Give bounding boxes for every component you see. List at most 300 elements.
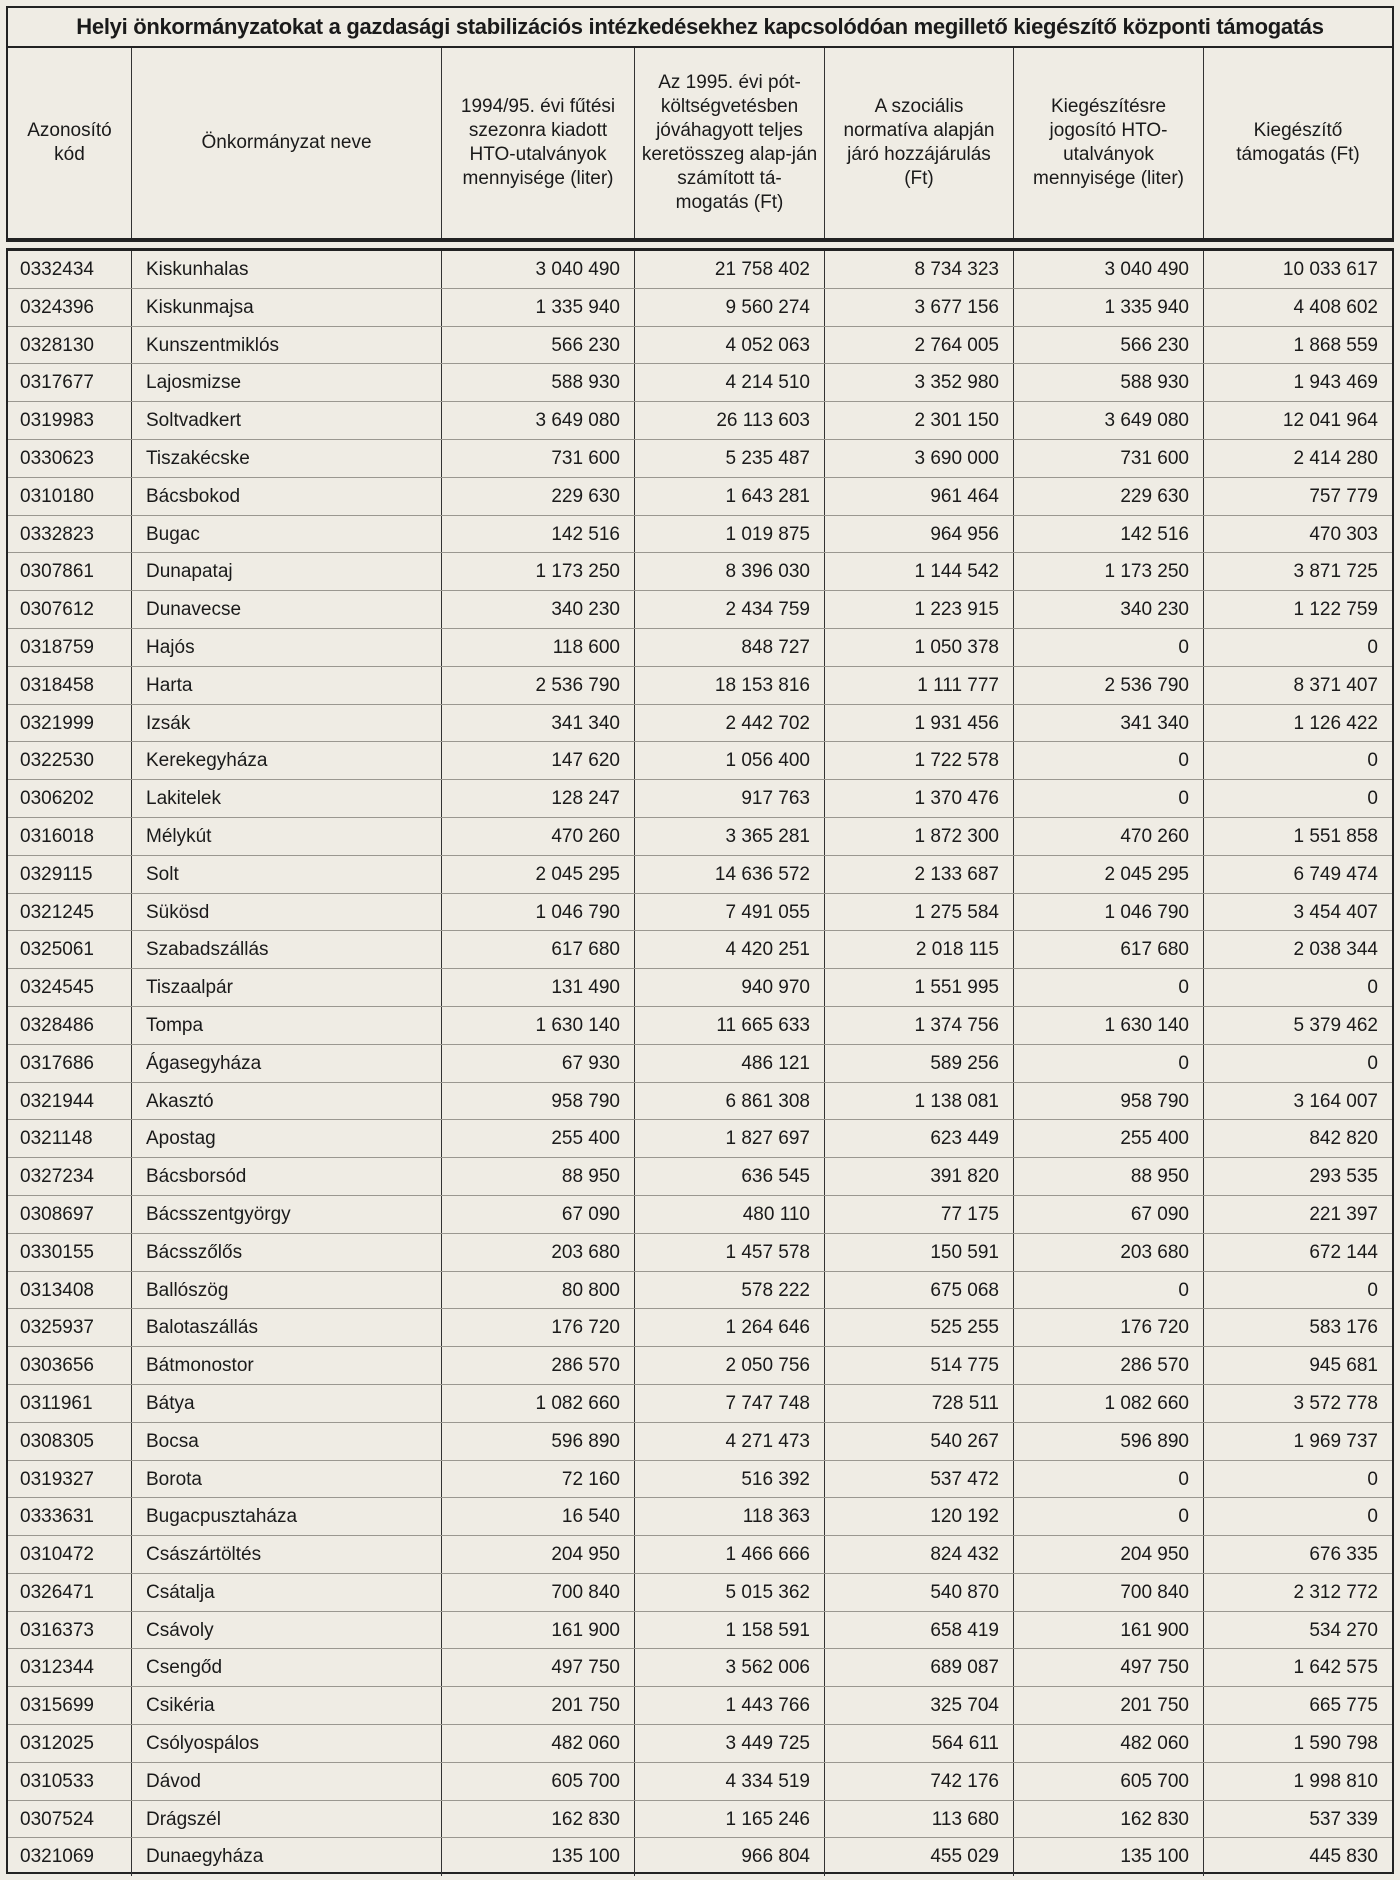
cell-id: 0316373 xyxy=(8,1612,132,1649)
cell-hto-quantity: 341 340 xyxy=(442,705,635,742)
table-row xyxy=(8,1536,1392,1574)
cell-supplementary-support: 672 144 xyxy=(1309,1241,1378,1263)
cell-hto-quantity: 482 060 xyxy=(442,1725,635,1762)
cell-hto-quantity: 566 230 xyxy=(442,327,635,364)
table-row xyxy=(8,1612,1392,1650)
table-row xyxy=(8,1007,1392,1045)
cell-hto-quantity: 1 630 140 xyxy=(442,1007,635,1044)
cell-budget-support: 3 449 725 xyxy=(635,1725,825,1762)
cell-id: 0318759 xyxy=(8,629,132,666)
cell-supplementary-support: 537 339 xyxy=(1309,1808,1378,1830)
cell-hto-quantity: 203 680 xyxy=(442,1234,635,1271)
cell-id: 0307861 xyxy=(8,553,132,590)
cell-social-contribution: 2 018 115 xyxy=(825,931,1014,968)
cell-hto-quantity: 255 400 xyxy=(442,1120,635,1157)
cell-social-contribution: 1 374 756 xyxy=(825,1007,1014,1044)
table-row xyxy=(8,1347,1392,1385)
cell-eligible-hto: 0 xyxy=(1014,629,1204,666)
cell-name: Dunaegyháza xyxy=(132,1838,442,1876)
cell-budget-support: 480 110 xyxy=(635,1196,825,1233)
table-row xyxy=(8,1385,1392,1423)
cell-supplementary-support: 665 775 xyxy=(1309,1695,1378,1717)
cell-supplementary-support: 0 xyxy=(1367,788,1378,810)
table-row xyxy=(8,478,1392,516)
cell-name: Szabadszállás xyxy=(132,931,442,968)
cell-social-contribution: 537 472 xyxy=(825,1461,1014,1498)
table-row xyxy=(8,1045,1392,1083)
cell-id: 0313408 xyxy=(8,1272,132,1309)
cell-id: 0321148 xyxy=(8,1120,132,1157)
cell-budget-support: 1 827 697 xyxy=(635,1120,825,1157)
cell-hto-quantity: 229 630 xyxy=(442,478,635,515)
cell-eligible-hto: 497 750 xyxy=(1014,1649,1204,1686)
cell-eligible-hto: 566 230 xyxy=(1014,327,1204,364)
cell-budget-support: 5 015 362 xyxy=(635,1574,825,1611)
cell-supplementary-support: 3 164 007 xyxy=(1293,1090,1378,1112)
table-row xyxy=(8,931,1392,969)
cell-hto-quantity: 142 516 xyxy=(442,516,635,553)
cell-id: 0317677 xyxy=(8,364,132,401)
cell-name: Apostag xyxy=(132,1120,442,1157)
table-row xyxy=(8,251,1392,289)
cell-supplementary-support: 0 xyxy=(1367,1279,1378,1301)
cell-name: Akasztó xyxy=(132,1083,442,1120)
cell-eligible-hto: 67 090 xyxy=(1014,1196,1204,1233)
cell-eligible-hto: 1 630 140 xyxy=(1014,1007,1204,1044)
cell-social-contribution: 1 551 995 xyxy=(825,969,1014,1006)
table-row xyxy=(8,705,1392,743)
table-row xyxy=(8,289,1392,327)
cell-supplementary-support: 1 551 858 xyxy=(1293,825,1378,847)
cell-hto-quantity: 72 160 xyxy=(442,1461,635,1498)
table-row xyxy=(8,894,1392,932)
cell-supplementary-support: 3 572 778 xyxy=(1293,1392,1378,1414)
cell-id: 0328486 xyxy=(8,1007,132,1044)
cell-budget-support: 26 113 603 xyxy=(635,402,825,439)
cell-hto-quantity: 1 173 250 xyxy=(442,553,635,590)
cell-supplementary-support: 842 820 xyxy=(1309,1128,1378,1150)
cell-budget-support: 118 363 xyxy=(635,1498,825,1535)
cell-name: Ballószög xyxy=(132,1272,442,1309)
cell-budget-support: 1 019 875 xyxy=(635,516,825,553)
cell-supplementary-support: 1 868 559 xyxy=(1293,334,1378,356)
cell-id: 0332434 xyxy=(8,251,132,288)
cell-supplementary-support: 1 126 422 xyxy=(1293,712,1378,734)
cell-hto-quantity: 3 040 490 xyxy=(442,251,635,288)
cell-social-contribution: 1 050 378 xyxy=(825,629,1014,666)
cell-eligible-hto: 142 516 xyxy=(1014,516,1204,553)
header-name: Önkormányzat neve xyxy=(132,48,442,238)
cell-name: Bácsbokod xyxy=(132,478,442,515)
cell-budget-support: 6 861 308 xyxy=(635,1083,825,1120)
cell-name: Bocsa xyxy=(132,1423,442,1460)
cell-social-contribution: 961 464 xyxy=(825,478,1014,515)
cell-hto-quantity: 162 830 xyxy=(442,1801,635,1838)
header-supplementary-support: Kiegészítő támogatás (Ft) xyxy=(1236,120,1360,165)
cell-budget-support: 4 334 519 xyxy=(635,1763,825,1800)
cell-supplementary-support: 1 122 759 xyxy=(1293,599,1378,621)
cell-supplementary-support: 8 371 407 xyxy=(1293,674,1378,696)
cell-social-contribution: 1 275 584 xyxy=(825,894,1014,931)
table-header xyxy=(6,46,1394,242)
cell-id: 0324396 xyxy=(8,289,132,326)
cell-name: Dávod xyxy=(132,1763,442,1800)
cell-budget-support: 486 121 xyxy=(635,1045,825,1082)
cell-eligible-hto: 731 600 xyxy=(1014,440,1204,477)
table-row xyxy=(8,1120,1392,1158)
cell-budget-support: 3 562 006 xyxy=(635,1649,825,1686)
cell-eligible-hto: 176 720 xyxy=(1014,1309,1204,1346)
cell-id: 0325937 xyxy=(8,1309,132,1346)
cell-supplementary-support: 2 312 772 xyxy=(1293,1581,1378,1603)
cell-id: 0312344 xyxy=(8,1649,132,1686)
cell-eligible-hto: 605 700 xyxy=(1014,1763,1204,1800)
cell-id: 0321944 xyxy=(8,1083,132,1120)
cell-supplementary-support: 0 xyxy=(1367,750,1378,772)
cell-eligible-hto: 1 082 660 xyxy=(1014,1385,1204,1422)
cell-hto-quantity: 135 100 xyxy=(442,1838,635,1876)
cell-budget-support: 9 560 274 xyxy=(635,289,825,326)
cell-eligible-hto: 340 230 xyxy=(1014,591,1204,628)
cell-id: 0325061 xyxy=(8,931,132,968)
cell-budget-support: 4 271 473 xyxy=(635,1423,825,1460)
cell-eligible-hto: 0 xyxy=(1014,1045,1204,1082)
table-row xyxy=(8,1423,1392,1461)
cell-eligible-hto: 0 xyxy=(1014,969,1204,1006)
cell-name: Bátmonostor xyxy=(132,1347,442,1384)
header-hto-quantity: 1994/95. évi fűtési szezonra kiadott HTO-utalványok mennyisége (liter) xyxy=(442,48,635,238)
cell-supplementary-support: 5 379 462 xyxy=(1293,1014,1378,1036)
cell-name: Bugac xyxy=(132,516,442,553)
cell-supplementary-support: 534 270 xyxy=(1309,1619,1378,1641)
cell-supplementary-support: 12 041 964 xyxy=(1282,410,1378,432)
cell-social-contribution: 525 255 xyxy=(825,1309,1014,1346)
cell-social-contribution: 824 432 xyxy=(825,1536,1014,1573)
cell-social-contribution: 742 176 xyxy=(825,1763,1014,1800)
cell-hto-quantity: 131 490 xyxy=(442,969,635,1006)
cell-name: Dunapataj xyxy=(132,553,442,590)
cell-hto-quantity: 340 230 xyxy=(442,591,635,628)
cell-social-contribution: 675 068 xyxy=(825,1272,1014,1309)
cell-social-contribution: 1 111 777 xyxy=(825,667,1014,704)
cell-budget-support: 21 758 402 xyxy=(635,251,825,288)
cell-budget-support: 18 153 816 xyxy=(635,667,825,704)
cell-social-contribution: 77 175 xyxy=(825,1196,1014,1233)
cell-social-contribution: 1 370 476 xyxy=(825,780,1014,817)
cell-eligible-hto: 88 950 xyxy=(1014,1158,1204,1195)
cell-eligible-hto: 1 046 790 xyxy=(1014,894,1204,931)
cell-budget-support: 1 643 281 xyxy=(635,478,825,515)
cell-hto-quantity: 161 900 xyxy=(442,1612,635,1649)
cell-supplementary-support: 0 xyxy=(1367,1052,1378,1074)
table-row xyxy=(8,364,1392,402)
table-row xyxy=(8,969,1392,1007)
cell-id: 0333631 xyxy=(8,1498,132,1535)
header-budget-support: Az 1995. évi pót-költségvetésben jóváhagyott teljes keretösszeg alap-ján számított tá-mogatás (Ft) xyxy=(635,48,825,238)
cell-name: Tiszaalpár xyxy=(132,969,442,1006)
table-row xyxy=(8,402,1392,440)
cell-eligible-hto: 1 173 250 xyxy=(1014,553,1204,590)
table-row xyxy=(8,591,1392,629)
table-row xyxy=(8,1574,1392,1612)
cell-id: 0310533 xyxy=(8,1763,132,1800)
cell-budget-support: 4 214 510 xyxy=(635,364,825,401)
table-row xyxy=(8,1196,1392,1234)
cell-social-contribution: 2 133 687 xyxy=(825,856,1014,893)
cell-supplementary-support: 6 749 474 xyxy=(1293,863,1378,885)
cell-id: 0312025 xyxy=(8,1725,132,1762)
cell-social-contribution: 391 820 xyxy=(825,1158,1014,1195)
cell-eligible-hto: 482 060 xyxy=(1014,1725,1204,1762)
cell-name: Kiskunmajsa xyxy=(132,289,442,326)
cell-name: Sükösd xyxy=(132,894,442,931)
cell-budget-support: 1 443 766 xyxy=(635,1687,825,1724)
cell-hto-quantity: 497 750 xyxy=(442,1649,635,1686)
table-row xyxy=(8,1801,1392,1839)
cell-hto-quantity: 128 247 xyxy=(442,780,635,817)
cell-name: Csólyospálos xyxy=(132,1725,442,1762)
cell-eligible-hto: 2 045 295 xyxy=(1014,856,1204,893)
cell-id: 0308305 xyxy=(8,1423,132,1460)
cell-eligible-hto: 229 630 xyxy=(1014,478,1204,515)
cell-supplementary-support: 0 xyxy=(1367,636,1378,658)
cell-supplementary-support: 221 397 xyxy=(1309,1203,1378,1225)
cell-budget-support: 5 235 487 xyxy=(635,440,825,477)
cell-supplementary-support: 10 033 617 xyxy=(1282,259,1378,280)
cell-supplementary-support: 1 943 469 xyxy=(1293,372,1378,394)
table-row xyxy=(8,1461,1392,1499)
cell-eligible-hto: 588 930 xyxy=(1014,364,1204,401)
cell-id: 0307612 xyxy=(8,591,132,628)
cell-social-contribution: 2 764 005 xyxy=(825,327,1014,364)
cell-eligible-hto: 2 536 790 xyxy=(1014,667,1204,704)
cell-social-contribution: 113 680 xyxy=(825,1801,1014,1838)
cell-id: 0327234 xyxy=(8,1158,132,1195)
cell-supplementary-support: 1 998 810 xyxy=(1293,1770,1378,1792)
cell-social-contribution: 589 256 xyxy=(825,1045,1014,1082)
cell-eligible-hto: 470 260 xyxy=(1014,818,1204,855)
table-row xyxy=(8,327,1392,365)
cell-id: 0321069 xyxy=(8,1838,132,1876)
cell-name: Bácsszentgyörgy xyxy=(132,1196,442,1233)
table-row xyxy=(8,1725,1392,1763)
cell-eligible-hto: 0 xyxy=(1014,1272,1204,1309)
cell-social-contribution: 3 352 980 xyxy=(825,364,1014,401)
cell-social-contribution: 623 449 xyxy=(825,1120,1014,1157)
cell-id: 0328130 xyxy=(8,327,132,364)
table-row xyxy=(8,1838,1392,1876)
cell-name: Kunszentmiklós xyxy=(132,327,442,364)
cell-name: Csikéria xyxy=(132,1687,442,1724)
cell-budget-support: 11 665 633 xyxy=(635,1007,825,1044)
cell-supplementary-support: 1 590 798 xyxy=(1293,1733,1378,1755)
cell-budget-support: 1 264 646 xyxy=(635,1309,825,1346)
header-eligible-hto: Kiegészítésre jogosító HTO-utalványok mennyisége (liter) xyxy=(1014,48,1204,238)
cell-id: 0330155 xyxy=(8,1234,132,1271)
cell-social-contribution: 540 870 xyxy=(825,1574,1014,1611)
cell-budget-support: 848 727 xyxy=(635,629,825,666)
table-row xyxy=(8,818,1392,856)
cell-supplementary-support: 2 038 344 xyxy=(1293,939,1378,961)
cell-social-contribution: 1 223 915 xyxy=(825,591,1014,628)
cell-eligible-hto: 255 400 xyxy=(1014,1120,1204,1157)
table-row xyxy=(8,742,1392,780)
cell-id: 0322530 xyxy=(8,742,132,779)
cell-eligible-hto: 700 840 xyxy=(1014,1574,1204,1611)
cell-social-contribution: 564 611 xyxy=(825,1725,1014,1762)
cell-budget-support: 8 396 030 xyxy=(635,553,825,590)
cell-eligible-hto: 596 890 xyxy=(1014,1423,1204,1460)
cell-social-contribution: 3 690 000 xyxy=(825,440,1014,477)
table-title: Helyi önkormányzatokat a gazdasági stabilizációs intézkedésekhez kapcsolódóan megillető kiegészítő központi támogatás xyxy=(6,6,1394,46)
cell-name: Dunavecse xyxy=(132,591,442,628)
cell-hto-quantity: 16 540 xyxy=(442,1498,635,1535)
cell-supplementary-support: 583 176 xyxy=(1309,1317,1378,1339)
cell-supplementary-support: 0 xyxy=(1367,1468,1378,1490)
table-row xyxy=(8,1687,1392,1725)
cell-id: 0307524 xyxy=(8,1801,132,1838)
cell-social-contribution: 120 192 xyxy=(825,1498,1014,1535)
cell-budget-support: 966 804 xyxy=(635,1838,825,1876)
cell-name: Bácsborsód xyxy=(132,1158,442,1195)
cell-hto-quantity: 1 335 940 xyxy=(442,289,635,326)
cell-id: 0316018 xyxy=(8,818,132,855)
cell-name: Csengőd xyxy=(132,1649,442,1686)
cell-name: Bugacpusztaháza xyxy=(132,1498,442,1535)
table-row xyxy=(8,1158,1392,1196)
cell-social-contribution: 150 591 xyxy=(825,1234,1014,1271)
table-row xyxy=(8,440,1392,478)
cell-social-contribution: 325 704 xyxy=(825,1687,1014,1724)
header-id: Azonosító kód xyxy=(8,48,132,238)
cell-supplementary-support: 1 969 737 xyxy=(1293,1430,1378,1452)
cell-eligible-hto: 1 335 940 xyxy=(1014,289,1204,326)
cell-supplementary-support: 945 681 xyxy=(1309,1355,1378,1377)
cell-budget-support: 578 222 xyxy=(635,1272,825,1309)
cell-budget-support: 940 970 xyxy=(635,969,825,1006)
cell-id: 0330623 xyxy=(8,440,132,477)
cell-id: 0310180 xyxy=(8,478,132,515)
cell-budget-support: 1 466 666 xyxy=(635,1536,825,1573)
cell-hto-quantity: 176 720 xyxy=(442,1309,635,1346)
cell-eligible-hto: 286 570 xyxy=(1014,1347,1204,1384)
cell-name: Bácsszőlős xyxy=(132,1234,442,1271)
cell-social-contribution: 2 301 150 xyxy=(825,402,1014,439)
cell-social-contribution: 1 931 456 xyxy=(825,705,1014,742)
cell-hto-quantity: 617 680 xyxy=(442,931,635,968)
table-row xyxy=(8,1649,1392,1687)
cell-budget-support: 2 442 702 xyxy=(635,705,825,742)
table-row xyxy=(8,1498,1392,1536)
cell-hto-quantity: 201 750 xyxy=(442,1687,635,1724)
cell-hto-quantity: 118 600 xyxy=(442,629,635,666)
cell-eligible-hto: 0 xyxy=(1014,1498,1204,1535)
cell-name: Kiskunhalas xyxy=(132,251,442,288)
cell-social-contribution: 964 956 xyxy=(825,516,1014,553)
cell-id: 0303656 xyxy=(8,1347,132,1384)
cell-budget-support: 4 420 251 xyxy=(635,931,825,968)
cell-hto-quantity: 1 046 790 xyxy=(442,894,635,931)
cell-hto-quantity: 958 790 xyxy=(442,1083,635,1120)
cell-budget-support: 1 056 400 xyxy=(635,742,825,779)
table-row xyxy=(8,1272,1392,1310)
cell-hto-quantity: 470 260 xyxy=(442,818,635,855)
cell-supplementary-support: 445 830 xyxy=(1309,1846,1378,1868)
cell-name: Solt xyxy=(132,856,442,893)
cell-eligible-hto: 161 900 xyxy=(1014,1612,1204,1649)
cell-id: 0315699 xyxy=(8,1687,132,1724)
cell-supplementary-support: 1 642 575 xyxy=(1293,1657,1378,1679)
table-row xyxy=(8,667,1392,705)
cell-eligible-hto: 203 680 xyxy=(1014,1234,1204,1271)
cell-supplementary-support: 0 xyxy=(1367,977,1378,999)
cell-supplementary-support: 757 779 xyxy=(1309,485,1378,507)
cell-name: Izsák xyxy=(132,705,442,742)
cell-budget-support: 2 434 759 xyxy=(635,591,825,628)
cell-id: 0324545 xyxy=(8,969,132,1006)
cell-social-contribution: 8 734 323 xyxy=(825,251,1014,288)
cell-budget-support: 3 365 281 xyxy=(635,818,825,855)
cell-eligible-hto: 135 100 xyxy=(1014,1838,1204,1876)
table-row xyxy=(8,553,1392,591)
cell-budget-support: 7 747 748 xyxy=(635,1385,825,1422)
cell-hto-quantity: 88 950 xyxy=(442,1158,635,1195)
cell-hto-quantity: 204 950 xyxy=(442,1536,635,1573)
cell-hto-quantity: 2 045 295 xyxy=(442,856,635,893)
cell-supplementary-support: 2 414 280 xyxy=(1293,447,1378,469)
cell-budget-support: 917 763 xyxy=(635,780,825,817)
header-social-contribution: A szociális normatíva alapján járó hozzájárulás (Ft) xyxy=(825,48,1014,238)
cell-eligible-hto: 162 830 xyxy=(1014,1801,1204,1838)
table-row xyxy=(8,780,1392,818)
cell-id: 0321999 xyxy=(8,705,132,742)
cell-name: Csávoly xyxy=(132,1612,442,1649)
cell-hto-quantity: 2 536 790 xyxy=(442,667,635,704)
cell-eligible-hto: 3 649 080 xyxy=(1014,402,1204,439)
cell-supplementary-support: 470 303 xyxy=(1309,523,1378,545)
cell-budget-support: 516 392 xyxy=(635,1461,825,1498)
cell-name: Borota xyxy=(132,1461,442,1498)
cell-supplementary-support: 676 335 xyxy=(1309,1544,1378,1566)
cell-supplementary-support: 3 871 725 xyxy=(1293,561,1378,583)
cell-budget-support: 1 457 578 xyxy=(635,1234,825,1271)
cell-supplementary-support: 3 454 407 xyxy=(1293,901,1378,923)
cell-name: Ágasegyháza xyxy=(132,1045,442,1082)
cell-id: 0311961 xyxy=(8,1385,132,1422)
cell-hto-quantity: 605 700 xyxy=(442,1763,635,1800)
cell-hto-quantity: 67 930 xyxy=(442,1045,635,1082)
cell-social-contribution: 1 872 300 xyxy=(825,818,1014,855)
table-row xyxy=(8,1083,1392,1121)
cell-name: Hajós xyxy=(132,629,442,666)
table-body xyxy=(6,248,1394,1874)
cell-id: 0326471 xyxy=(8,1574,132,1611)
cell-social-contribution: 1 144 542 xyxy=(825,553,1014,590)
cell-eligible-hto: 3 040 490 xyxy=(1014,251,1204,288)
cell-hto-quantity: 80 800 xyxy=(442,1272,635,1309)
cell-social-contribution: 658 419 xyxy=(825,1612,1014,1649)
cell-name: Harta xyxy=(132,667,442,704)
cell-name: Tompa xyxy=(132,1007,442,1044)
cell-social-contribution: 1 138 081 xyxy=(825,1083,1014,1120)
cell-id: 0319327 xyxy=(8,1461,132,1498)
cell-name: Bátya xyxy=(132,1385,442,1422)
cell-budget-support: 4 052 063 xyxy=(635,327,825,364)
cell-social-contribution: 728 511 xyxy=(825,1385,1014,1422)
cell-hto-quantity: 731 600 xyxy=(442,440,635,477)
cell-eligible-hto: 617 680 xyxy=(1014,931,1204,968)
cell-budget-support: 636 545 xyxy=(635,1158,825,1195)
